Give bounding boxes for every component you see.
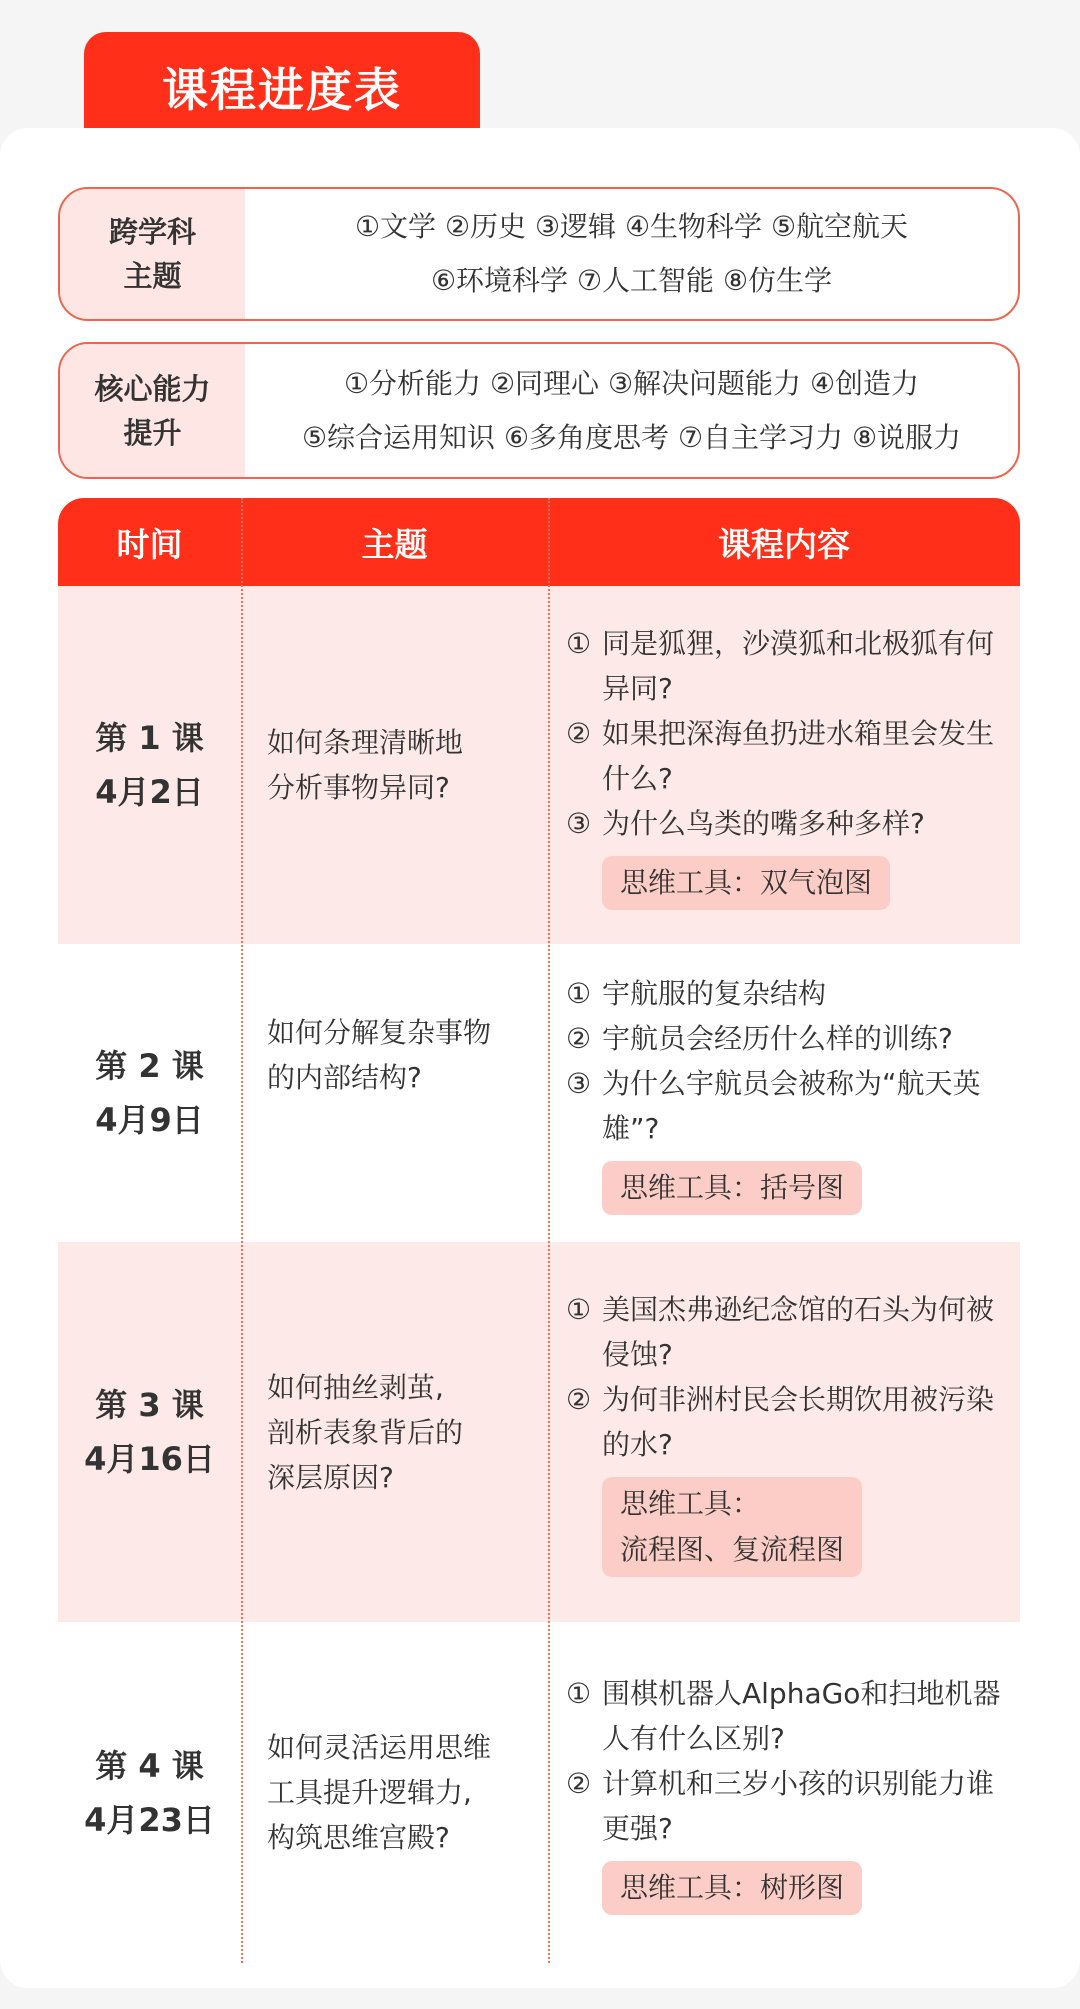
abilities-box bbox=[58, 342, 1020, 479]
content-cell bbox=[548, 944, 1020, 1242]
item-text: 同是狐狸，沙漠狐和北极狐有何异同? bbox=[602, 626, 995, 705]
list-item bbox=[566, 711, 1010, 801]
item-text: 如果把深海鱼扔进水箱里会发生什么? bbox=[602, 716, 995, 795]
thinking-tool-badge: 思维工具：括号图 bbox=[602, 1161, 862, 1215]
topic-line: 剖析表象背后的 bbox=[267, 1415, 464, 1449]
content-cell bbox=[548, 586, 1020, 944]
column-divider bbox=[548, 498, 550, 1963]
item-text: 为什么鸟类的嘴多种多样? bbox=[602, 806, 925, 840]
lesson-number: 第 2 课 bbox=[95, 1047, 204, 1085]
list-item bbox=[566, 1761, 1010, 1851]
item-text: 围棋机器人AlphaGo和扫地机器人有什么区别? bbox=[602, 1676, 1001, 1755]
interdisciplinary-label bbox=[60, 189, 245, 319]
topic-cell bbox=[241, 586, 548, 944]
item-text: 计算机和三岁小孩的识别能力谁更强? bbox=[602, 1766, 995, 1845]
list-item bbox=[566, 1377, 1010, 1467]
item-text: 为什么宇航员会被称为“航天英雄”? bbox=[602, 1067, 981, 1145]
topics-line: ①文学 ②历史 ③逻辑 ④生物科学 ⑤航空航天 bbox=[354, 210, 909, 243]
abilities-label bbox=[60, 344, 245, 477]
topic-line: 的内部结构? bbox=[267, 1061, 422, 1094]
thinking-tool-badge: 思维工具：双气泡图 bbox=[602, 856, 890, 910]
lesson-cell bbox=[58, 944, 241, 1242]
label-line: 主题 bbox=[123, 259, 182, 293]
content-cell bbox=[548, 1242, 1020, 1622]
lesson-cell bbox=[58, 1242, 241, 1622]
list-item bbox=[566, 1016, 1010, 1061]
lesson-date: 4月23日 bbox=[84, 1800, 215, 1839]
item-number: ② bbox=[566, 1383, 592, 1416]
item-text: 美国杰弗逊纪念馆的石头为何被侵蚀? bbox=[602, 1293, 995, 1371]
topic-line: 深层原因? bbox=[267, 1460, 394, 1494]
topic-line: 如何灵活运用思维 bbox=[267, 1731, 492, 1764]
topic-line: 如何分解复杂事物 bbox=[267, 1016, 492, 1049]
topic-line: 如何条理清晰地 bbox=[267, 726, 464, 759]
label-line: 核心能力 bbox=[94, 371, 211, 406]
abilities-list bbox=[245, 344, 1018, 477]
lesson-date: 4月2日 bbox=[95, 773, 204, 811]
table-row bbox=[58, 1622, 1020, 1963]
item-number: ② bbox=[566, 716, 592, 750]
topic-line: 构筑思维宫殿? bbox=[267, 1821, 450, 1854]
item-number: ③ bbox=[566, 806, 592, 840]
thinking-tool-badge: 思维工具： 流程图、复流程图 bbox=[602, 1477, 862, 1577]
topic-line: 分析事物异同? bbox=[267, 771, 450, 804]
item-number: ① bbox=[566, 977, 592, 1010]
lesson-date: 4月9日 bbox=[95, 1101, 204, 1139]
table-header bbox=[58, 498, 1020, 586]
item-number: ② bbox=[566, 1766, 592, 1800]
column-divider bbox=[241, 498, 243, 1963]
list-item bbox=[566, 1287, 1010, 1377]
label-line: 提升 bbox=[123, 415, 182, 450]
list-item bbox=[566, 1061, 1010, 1151]
item-number: ① bbox=[566, 626, 592, 660]
header-topic: 主题 bbox=[361, 524, 428, 564]
lesson-cell bbox=[58, 1622, 241, 1963]
item-text: 为何非洲村民会长期饮用被污染的水? bbox=[602, 1383, 995, 1461]
topics-line: ⑥环境科学 ⑦人工智能 ⑧仿生学 bbox=[430, 264, 833, 297]
interdisciplinary-box bbox=[58, 187, 1020, 321]
list-item bbox=[566, 801, 1010, 846]
header-content: 课程内容 bbox=[718, 524, 850, 564]
item-text: 宇航服的复杂结构 bbox=[602, 977, 827, 1010]
header-time: 时间 bbox=[116, 524, 183, 564]
schedule-table bbox=[58, 498, 1020, 1963]
topic-cell bbox=[241, 944, 548, 1242]
lesson-number: 第 1 课 bbox=[95, 719, 204, 757]
list-item bbox=[566, 1671, 1010, 1761]
table-row bbox=[58, 586, 1020, 944]
list-item bbox=[566, 971, 1010, 1016]
topic-line: 工具提升逻辑力, bbox=[267, 1776, 472, 1809]
content-cell bbox=[548, 1622, 1020, 1963]
topic-line: 如何抽丝剥茧, bbox=[267, 1370, 444, 1404]
abilities-line: ①分析能力 ②同理心 ③解决问题能力 ④创造力 bbox=[343, 366, 920, 400]
thinking-tool-badge: 思维工具：树形图 bbox=[602, 1861, 862, 1915]
lesson-number: 第 4 课 bbox=[95, 1746, 204, 1785]
table-row bbox=[58, 1242, 1020, 1622]
item-number: ③ bbox=[566, 1067, 592, 1100]
abilities-line: ⑤综合运用知识 ⑥多角度思考 ⑦自主学习力 ⑧说服力 bbox=[301, 420, 962, 454]
item-text: 宇航员会经历什么样的训练? bbox=[602, 1022, 953, 1055]
label-line: 跨学科 bbox=[108, 215, 196, 249]
item-number: ① bbox=[566, 1676, 592, 1710]
page-title: 课程进度表 bbox=[162, 63, 402, 117]
topic-cell bbox=[241, 1242, 548, 1622]
item-number: ② bbox=[566, 1022, 592, 1055]
table-row bbox=[58, 944, 1020, 1242]
lesson-cell bbox=[58, 586, 241, 944]
lesson-date: 4月16日 bbox=[84, 1440, 215, 1478]
interdisciplinary-topics bbox=[245, 189, 1018, 319]
item-number: ① bbox=[566, 1293, 592, 1326]
topic-cell bbox=[241, 1622, 548, 1963]
list-item bbox=[566, 621, 1010, 711]
lesson-number: 第 3 课 bbox=[95, 1386, 204, 1424]
